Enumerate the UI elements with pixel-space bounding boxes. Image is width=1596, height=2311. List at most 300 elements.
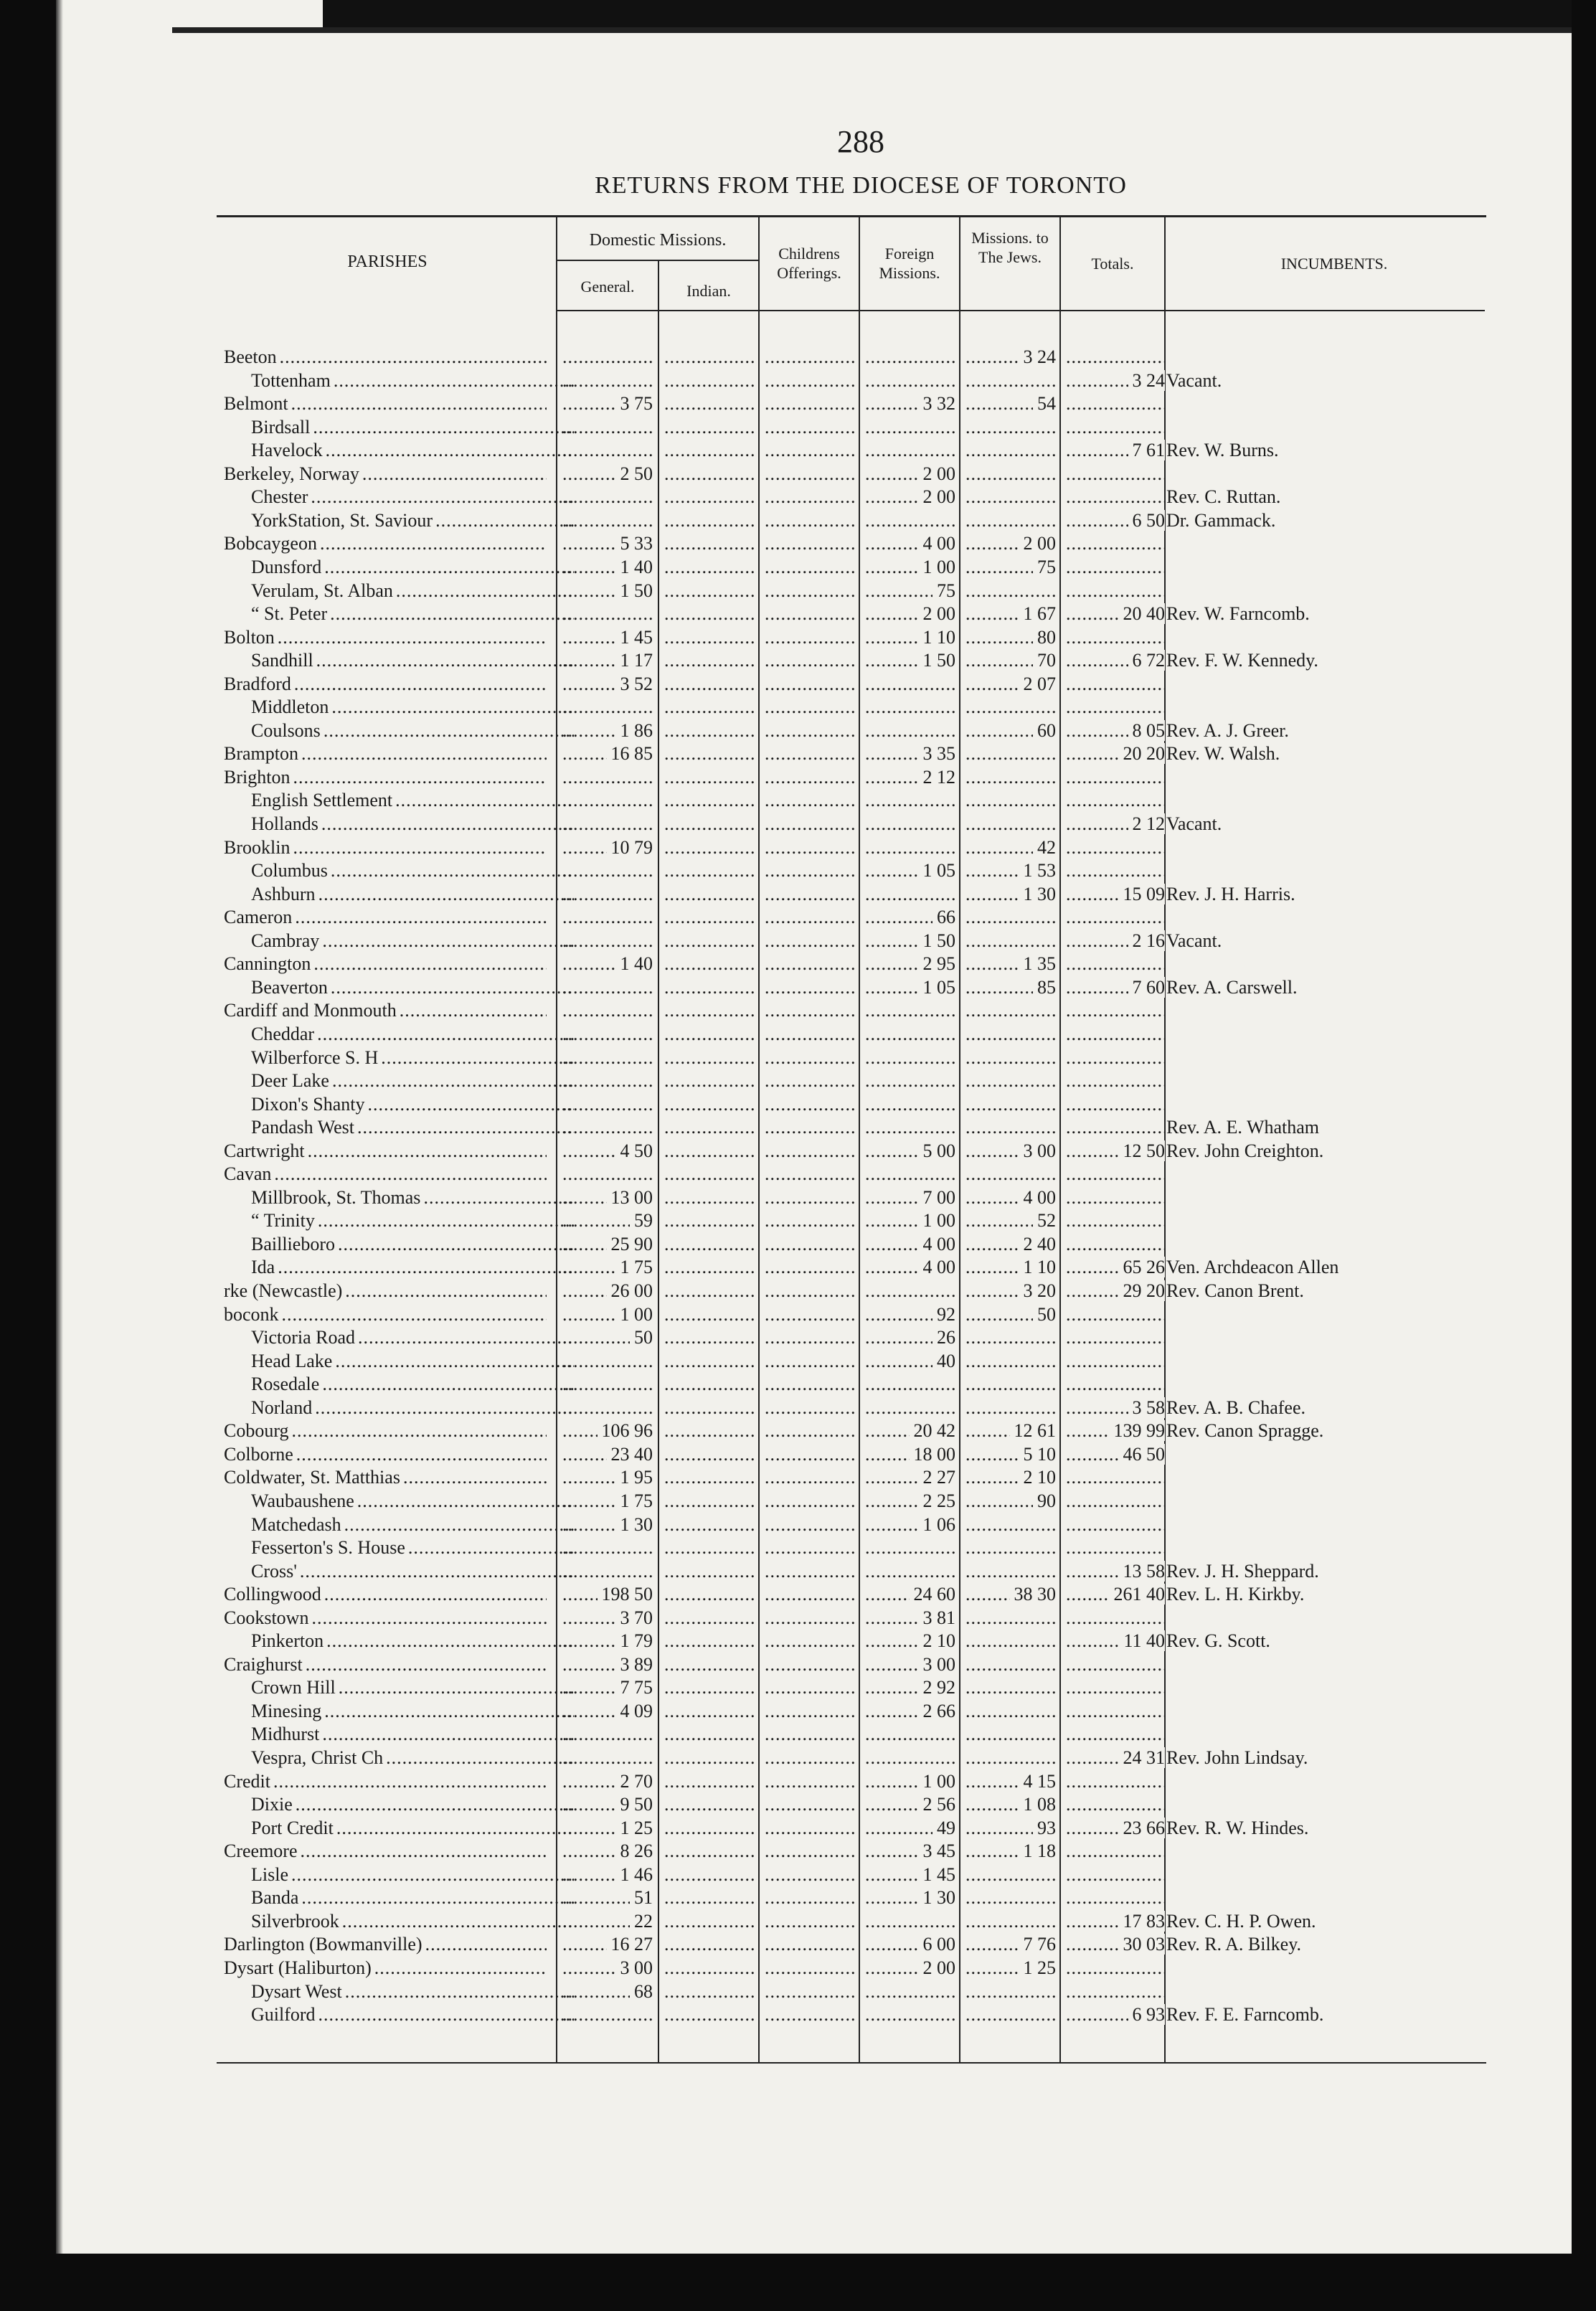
header-missions-to-jews: Missions. to The Jews. <box>971 229 1049 266</box>
table-row <box>0 1700 1596 1723</box>
totals-cell: ..... 7 60 <box>1064 976 1165 999</box>
indian-cell <box>663 532 755 555</box>
foreign-cell: ..... 75 <box>864 580 955 602</box>
table-row <box>0 1326 1596 1349</box>
parish-name: YorkStation, St. Saviour ..... <box>224 509 574 532</box>
totals-cell <box>1064 1957 1165 1980</box>
jews-cell <box>964 1326 1056 1349</box>
incumbent-name: Vacant. <box>1166 813 1222 834</box>
childrens-cell <box>763 439 855 462</box>
jews-cell <box>964 1653 1056 1676</box>
indian-cell <box>663 1863 755 1886</box>
table-row <box>0 1116 1596 1139</box>
childrens-cell <box>763 696 855 719</box>
general-cell <box>561 1093 653 1116</box>
general-cell: ..... 1 75 <box>561 1490 653 1513</box>
jews-cell <box>964 580 1056 602</box>
parish-name: Bolton ..... <box>224 626 547 649</box>
totals-cell <box>1064 1303 1165 1326</box>
foreign-cell <box>864 1723 955 1746</box>
jews-cell: ..... 85 <box>964 976 1056 999</box>
totals-cell <box>1064 696 1165 719</box>
totals-cell: ..... 30 03 <box>1064 1933 1165 1956</box>
foreign-cell: ..... 49 <box>864 1817 955 1840</box>
jews-cell <box>964 369 1056 392</box>
general-cell: ..... 198 50 <box>561 1583 653 1606</box>
jews-cell <box>964 509 1056 532</box>
general-cell <box>561 1023 653 1046</box>
parish-name: Craighurst ..... <box>224 1653 547 1676</box>
general-cell <box>561 2003 653 2026</box>
general-cell <box>561 439 653 462</box>
foreign-cell <box>864 1396 955 1419</box>
incumbent-name: Rev. F. E. Farncomb. <box>1166 2004 1324 2026</box>
totals-cell: ..... 6 93 <box>1064 2003 1165 2026</box>
totals-cell <box>1064 532 1165 555</box>
childrens-cell <box>763 1560 855 1583</box>
header-domestic-missions: Domestic Missions. <box>589 231 727 250</box>
parish-name: Colborne ..... <box>224 1443 547 1466</box>
parish-name: Darlington (Bowmanville) ..... <box>224 1933 547 1956</box>
jews-cell <box>964 1910 1056 1933</box>
table-row <box>0 1513 1596 1536</box>
childrens-cell <box>763 1653 855 1676</box>
foreign-cell <box>864 836 955 859</box>
childrens-cell <box>763 1910 855 1933</box>
childrens-cell <box>763 649 855 672</box>
foreign-cell: ..... 1 50 <box>864 930 955 953</box>
childrens-cell <box>763 1630 855 1653</box>
parish-name: Credit ..... <box>224 1770 547 1793</box>
incumbent-name <box>1166 626 1468 649</box>
table-row <box>0 1840 1596 1863</box>
jews-cell <box>964 1886 1056 1909</box>
incumbent-name: Rev. Canon Spragge. <box>1166 1420 1324 1442</box>
header-indian: Indian. <box>686 282 731 300</box>
header-bottom-rule <box>556 310 1485 311</box>
indian-cell <box>663 2003 755 2026</box>
totals-cell: ..... 13 58 <box>1064 1560 1165 1583</box>
parish-name: Cambray ..... <box>224 930 574 953</box>
incumbent-name: Rev. A. E. Whatham <box>1166 1117 1320 1138</box>
general-cell: ..... 3 89 <box>561 1653 653 1676</box>
foreign-cell: ..... 4 00 <box>864 532 955 555</box>
indian-cell <box>663 813 755 836</box>
jews-cell <box>964 906 1056 929</box>
childrens-cell <box>763 1116 855 1139</box>
indian-cell <box>663 1490 755 1513</box>
incumbent-name: Rev. J. H. Harris. <box>1166 883 1295 904</box>
totals-cell: ..... 15 09 <box>1064 883 1165 906</box>
childrens-cell <box>763 1840 855 1863</box>
incumbent-name <box>1166 673 1468 696</box>
general-cell <box>561 813 653 836</box>
table-row <box>0 1046 1596 1069</box>
indian-cell <box>663 1747 755 1769</box>
indian-cell <box>663 1069 755 1092</box>
foreign-cell: ..... 1 45 <box>864 1863 955 1886</box>
childrens-cell <box>763 1700 855 1723</box>
table-row <box>0 1886 1596 1909</box>
childrens-cell <box>763 1186 855 1209</box>
foreign-cell: ..... 3 35 <box>864 742 955 765</box>
parish-name: Dysart West ..... <box>224 1980 574 2003</box>
incumbent-name <box>1166 1023 1468 1046</box>
totals-cell <box>1064 953 1165 975</box>
totals-cell <box>1064 1607 1165 1630</box>
incumbent-name <box>1166 789 1468 812</box>
jews-cell: ..... 1 08 <box>964 1793 1056 1816</box>
jews-cell: ..... 2 07 <box>964 673 1056 696</box>
jews-cell <box>964 789 1056 812</box>
table-row <box>0 1233 1596 1256</box>
jews-cell <box>964 1373 1056 1396</box>
indian-cell <box>663 1793 755 1816</box>
jews-cell <box>964 486 1056 509</box>
incumbent-name: Ven. Archdeacon Allen <box>1166 1257 1339 1278</box>
parish-name: Minesing ..... <box>224 1700 574 1723</box>
parish-name: Pinkerton ..... <box>224 1630 574 1653</box>
scan-edge-top <box>323 0 1596 29</box>
foreign-cell: ..... 40 <box>864 1350 955 1373</box>
incumbent-name <box>1166 556 1468 579</box>
incumbent-name <box>1166 1700 1468 1723</box>
general-cell: ..... 1 46 <box>561 1863 653 1886</box>
foreign-cell <box>864 719 955 742</box>
totals-cell: ..... 139 99 <box>1064 1419 1165 1442</box>
childrens-cell <box>763 1419 855 1442</box>
parish-name: Port Credit ..... <box>224 1817 574 1840</box>
foreign-cell: ..... 1 10 <box>864 626 955 649</box>
general-cell: ..... 4 50 <box>561 1140 653 1163</box>
general-cell: ..... 2 70 <box>561 1770 653 1793</box>
foreign-cell: ..... 1 50 <box>864 649 955 672</box>
general-cell: ..... 68 <box>561 1980 653 2003</box>
childrens-cell <box>763 1607 855 1630</box>
parish-name: Waubaushene ..... <box>224 1490 574 1513</box>
scan-edge-bottom <box>0 2254 1596 2311</box>
childrens-cell <box>763 813 855 836</box>
table-row <box>0 1023 1596 1046</box>
totals-cell <box>1064 1116 1165 1139</box>
totals-cell <box>1064 1840 1165 1863</box>
incumbent-name <box>1166 580 1468 602</box>
indian-cell <box>663 1700 755 1723</box>
indian-cell <box>663 883 755 906</box>
page-title: RETURNS FROM THE DIOCESE OF TORONTO <box>595 172 1127 199</box>
table-row <box>0 813 1596 836</box>
scan-edge-top-line <box>172 27 1596 33</box>
table-row <box>0 416 1596 439</box>
parish-name: Victoria Road ..... <box>224 1326 574 1349</box>
general-cell <box>561 369 653 392</box>
general-cell: ..... 4 09 <box>561 1700 653 1723</box>
table-row <box>0 2003 1596 2026</box>
table-row <box>0 1863 1596 1886</box>
parish-name: Cookstown ..... <box>224 1607 547 1630</box>
table-row <box>0 1676 1596 1699</box>
totals-cell: ..... 7 61 <box>1064 439 1165 462</box>
incumbent-name <box>1166 1303 1468 1326</box>
indian-cell <box>663 1653 755 1676</box>
parish-name: Dunsford ..... <box>224 556 574 579</box>
incumbent-name <box>1166 1466 1468 1489</box>
foreign-cell: ..... 3 81 <box>864 1607 955 1630</box>
foreign-cell <box>864 1980 955 2003</box>
totals-cell <box>1064 673 1165 696</box>
parish-name: Bradford ..... <box>224 673 547 696</box>
jews-cell: ..... 1 53 <box>964 859 1056 882</box>
totals-cell <box>1064 1490 1165 1513</box>
childrens-cell <box>763 999 855 1022</box>
totals-cell: ..... 29 20 <box>1064 1280 1165 1303</box>
general-cell: ..... 23 40 <box>561 1443 653 1466</box>
incumbent-name: Rev. John Creighton. <box>1166 1140 1324 1161</box>
parish-name: rke (Newcastle) ..... <box>224 1280 547 1303</box>
childrens-cell <box>763 1046 855 1069</box>
jews-cell <box>964 416 1056 439</box>
totals-cell: ..... 23 66 <box>1064 1817 1165 1840</box>
jews-cell <box>964 2003 1056 2026</box>
indian-cell <box>663 673 755 696</box>
table-bottom-rule <box>217 2062 1486 2064</box>
parish-name: Guilford ..... <box>224 2003 574 2026</box>
totals-cell <box>1064 1886 1165 1909</box>
table-row <box>0 1209 1596 1232</box>
totals-cell <box>1064 1326 1165 1349</box>
indian-cell <box>663 1583 755 1606</box>
childrens-cell <box>763 742 855 765</box>
incumbent-name <box>1166 1373 1468 1396</box>
parish-name: boconk ..... <box>224 1303 547 1326</box>
foreign-cell: ..... 1 06 <box>864 1513 955 1536</box>
incumbent-name <box>1166 1723 1468 1746</box>
indian-cell <box>663 369 755 392</box>
foreign-cell: ..... 1 00 <box>864 1209 955 1232</box>
parish-name: Cameron ..... <box>224 906 547 929</box>
table-row <box>0 930 1596 953</box>
table-row <box>0 580 1596 602</box>
childrens-cell <box>763 1280 855 1303</box>
general-cell: ..... 5 33 <box>561 532 653 555</box>
foreign-cell <box>864 696 955 719</box>
jews-cell: ..... 50 <box>964 1303 1056 1326</box>
indian-cell <box>663 1303 755 1326</box>
totals-cell <box>1064 1163 1165 1186</box>
general-cell: ..... 9 50 <box>561 1793 653 1816</box>
incumbent-name: Rev. Canon Brent. <box>1166 1280 1304 1301</box>
table-row <box>0 1817 1596 1840</box>
incumbent-name <box>1166 463 1468 486</box>
totals-cell: ..... 46 50 <box>1064 1443 1165 1466</box>
indian-cell <box>663 556 755 579</box>
parish-name: Cardiff and Monmouth ..... <box>224 999 547 1022</box>
totals-cell <box>1064 416 1165 439</box>
table-row <box>0 696 1596 719</box>
domestic-subheader-rule <box>556 260 758 261</box>
totals-cell <box>1064 766 1165 789</box>
foreign-cell: ..... 4 00 <box>864 1233 955 1256</box>
incumbent-name: Rev. John Lindsay. <box>1166 1747 1308 1768</box>
childrens-cell <box>763 1793 855 1816</box>
incumbent-name <box>1166 1886 1468 1909</box>
table-row <box>0 1583 1596 1606</box>
indian-cell <box>663 976 755 999</box>
parish-name: Cross' ..... <box>224 1560 574 1583</box>
totals-cell <box>1064 1980 1165 2003</box>
parish-name: Matchedash ..... <box>224 1513 574 1536</box>
table-row <box>0 1419 1596 1442</box>
foreign-cell <box>864 1023 955 1046</box>
parish-name: Ashburn ..... <box>224 883 574 906</box>
totals-cell <box>1064 1186 1165 1209</box>
totals-cell <box>1064 1653 1165 1676</box>
totals-cell: ..... 20 40 <box>1064 602 1165 625</box>
general-cell <box>561 883 653 906</box>
indian-cell <box>663 580 755 602</box>
foreign-cell: ..... 1 00 <box>864 1770 955 1793</box>
indian-cell <box>663 486 755 509</box>
general-cell: ..... 1 40 <box>561 953 653 975</box>
table-row <box>0 1069 1596 1092</box>
indian-cell <box>663 416 755 439</box>
indian-cell <box>663 1396 755 1419</box>
incumbent-name: Rev. J. H. Sheppard. <box>1166 1560 1319 1582</box>
incumbent-name <box>1166 696 1468 719</box>
indian-cell <box>663 953 755 975</box>
table-row <box>0 742 1596 765</box>
indian-cell <box>663 1513 755 1536</box>
totals-cell: ..... 6 72 <box>1064 649 1165 672</box>
general-cell: ..... 2 50 <box>561 463 653 486</box>
general-cell <box>561 859 653 882</box>
parish-name: Rosedale ..... <box>224 1373 574 1396</box>
indian-cell <box>663 1466 755 1489</box>
jews-cell <box>964 1630 1056 1653</box>
incumbent-name <box>1166 1209 1468 1232</box>
foreign-cell: ..... 20 42 <box>864 1419 955 1442</box>
foreign-cell <box>864 999 955 1022</box>
parish-name: Columbus ..... <box>224 859 574 882</box>
totals-cell <box>1064 1770 1165 1793</box>
indian-cell <box>663 463 755 486</box>
table-row <box>0 556 1596 579</box>
indian-cell <box>663 1630 755 1653</box>
childrens-cell <box>763 486 855 509</box>
foreign-cell: ..... 26 <box>864 1326 955 1349</box>
general-cell: ..... 1 30 <box>561 1513 653 1536</box>
jews-cell: ..... 2 40 <box>964 1233 1056 1256</box>
incumbent-name: Rev. A. B. Chafee. <box>1166 1396 1305 1418</box>
general-cell: ..... 25 90 <box>561 1233 653 1256</box>
foreign-cell: ..... 66 <box>864 906 955 929</box>
foreign-cell <box>864 813 955 836</box>
parish-name: Tottenham ..... <box>224 369 574 392</box>
general-cell: ..... 50 <box>561 1326 653 1349</box>
general-cell: ..... 7 75 <box>561 1676 653 1699</box>
childrens-cell <box>763 1023 855 1046</box>
indian-cell <box>663 1723 755 1746</box>
parish-name: Pandash West ..... <box>224 1116 574 1139</box>
general-cell <box>561 346 653 369</box>
incumbent-name <box>1166 346 1468 369</box>
indian-cell <box>663 930 755 953</box>
jews-cell <box>964 1863 1056 1886</box>
jews-cell <box>964 439 1056 462</box>
foreign-cell <box>864 439 955 462</box>
indian-cell <box>663 1770 755 1793</box>
parish-name: Verulam, St. Alban ..... <box>224 580 574 602</box>
general-cell <box>561 789 653 812</box>
general-cell <box>561 1373 653 1396</box>
indian-cell <box>663 392 755 415</box>
childrens-cell <box>763 580 855 602</box>
totals-cell <box>1064 580 1165 602</box>
foreign-cell: ..... 1 05 <box>864 976 955 999</box>
jews-cell <box>964 696 1056 719</box>
jews-cell <box>964 1023 1056 1046</box>
jews-cell: ..... 4 00 <box>964 1186 1056 1209</box>
childrens-cell <box>763 1747 855 1769</box>
jews-cell <box>964 1980 1056 2003</box>
indian-cell <box>663 789 755 812</box>
incumbent-name <box>1166 1957 1468 1980</box>
totals-cell <box>1064 1093 1165 1116</box>
totals-cell <box>1064 1723 1165 1746</box>
indian-cell <box>663 1560 755 1583</box>
foreign-cell: ..... 2 56 <box>864 1793 955 1816</box>
parish-name: Chester ..... <box>224 486 574 509</box>
totals-cell <box>1064 906 1165 929</box>
table-row <box>0 626 1596 649</box>
foreign-cell <box>864 1046 955 1069</box>
table-row <box>0 883 1596 906</box>
indian-cell <box>663 509 755 532</box>
foreign-cell: ..... 92 <box>864 1303 955 1326</box>
childrens-cell <box>763 1957 855 1980</box>
incumbent-name <box>1166 1443 1468 1466</box>
parish-name: Bobcaygeon ..... <box>224 532 547 555</box>
table-row <box>0 766 1596 789</box>
general-cell <box>561 1560 653 1583</box>
general-cell: ..... 26 00 <box>561 1280 653 1303</box>
indian-cell <box>663 1350 755 1373</box>
jews-cell: ..... 2 10 <box>964 1466 1056 1489</box>
indian-cell <box>663 719 755 742</box>
table-row <box>0 1490 1596 1513</box>
general-cell <box>561 999 653 1022</box>
incumbent-name <box>1166 1093 1468 1116</box>
general-cell <box>561 602 653 625</box>
table-row <box>0 1280 1596 1303</box>
childrens-cell <box>763 1069 855 1092</box>
general-cell: ..... 16 27 <box>561 1933 653 1956</box>
indian-cell <box>663 346 755 369</box>
foreign-cell: ..... 2 92 <box>864 1676 955 1699</box>
childrens-cell <box>763 602 855 625</box>
general-cell: ..... 1 17 <box>561 649 653 672</box>
indian-cell <box>663 1443 755 1466</box>
indian-cell <box>663 1607 755 1630</box>
foreign-cell <box>864 1280 955 1303</box>
jews-cell: ..... 1 25 <box>964 1957 1056 1980</box>
jews-cell: ..... 1 18 <box>964 1840 1056 1863</box>
general-cell <box>561 976 653 999</box>
foreign-cell: ..... 2 27 <box>864 1466 955 1489</box>
foreign-cell: ..... 2 00 <box>864 602 955 625</box>
childrens-cell <box>763 1723 855 1746</box>
totals-cell: ..... 6 50 <box>1064 509 1165 532</box>
